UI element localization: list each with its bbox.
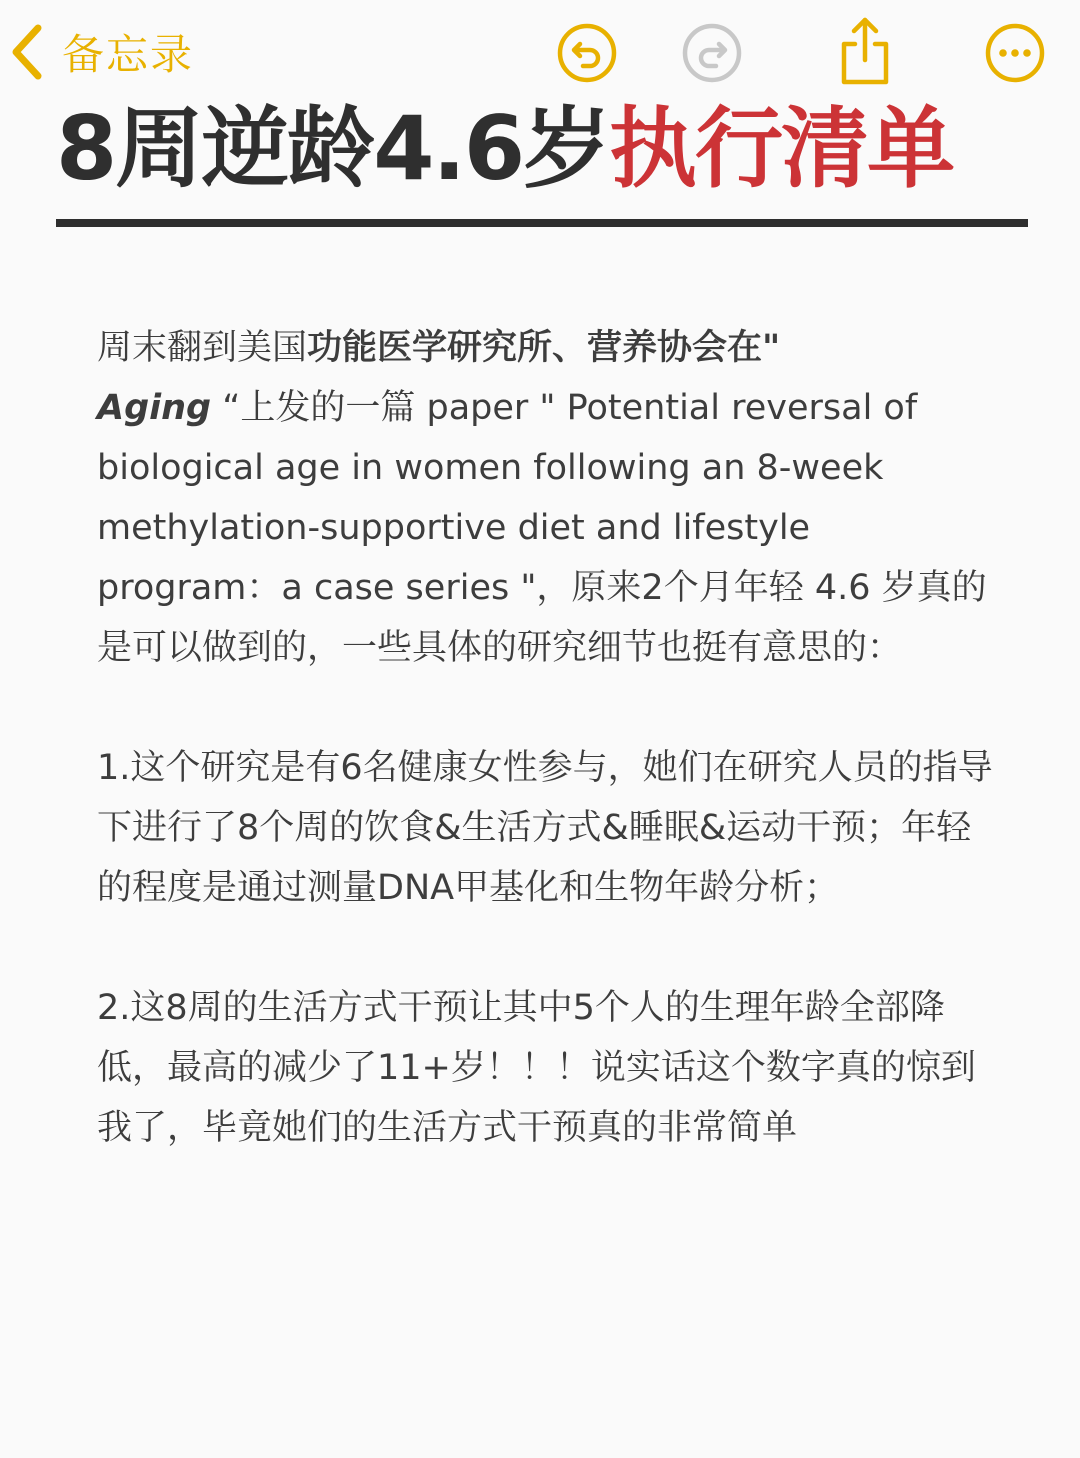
journal-name: Aging [97, 388, 212, 428]
share-button[interactable] [834, 16, 896, 86]
more-button[interactable] [984, 22, 1046, 84]
navigation-bar [0, 0, 1080, 110]
more-icon [984, 22, 1046, 84]
page-title [56, 96, 953, 202]
undo-button[interactable] [556, 22, 618, 84]
paragraph-point-1: 1.这个研究是有6名健康女性参与，她们在研究人员的指导下进行了8个周的饮食&生活方式&睡眠&运动干预；年轻的程度是通过测量DNA甲基化和生物年龄分析； [97, 748, 993, 908]
back-label: 备忘录 [62, 30, 195, 79]
redo-button[interactable] [681, 22, 743, 84]
note-body[interactable] [97, 318, 997, 1158]
redo-icon [681, 22, 743, 84]
share-icon [834, 16, 896, 86]
intro-text-b: 功能医学研究所、营养协会在" [307, 328, 781, 368]
title-main: 8周逆龄4.6岁 [56, 97, 610, 200]
title-highlight: 执行清单 [609, 97, 954, 200]
intro-text-a: 周末翻到美国 [97, 328, 308, 368]
paragraph-point-2: 2.这8周的生活方式干预让其中5个人的生理年龄全部降低，最高的减少了11+岁！！！说实话这个数字真的惊到我了，毕竟她们的生活方式干预真的非常简单 [97, 988, 976, 1148]
back-button[interactable] [10, 22, 194, 82]
paragraph-intro [97, 318, 997, 678]
title-underline [56, 219, 1028, 227]
intro-text-c: “上发的一篇 paper " Potential reversal of biological age in women following an 8-week methylation-supportive diet and lifestyle program：a case series "，原来2个月年轻 4.6 岁真的是可以做到的，一些具体的研究细节也挺有意思的： [97, 388, 987, 668]
undo-icon [556, 22, 618, 84]
chevron-left-icon [10, 22, 44, 82]
